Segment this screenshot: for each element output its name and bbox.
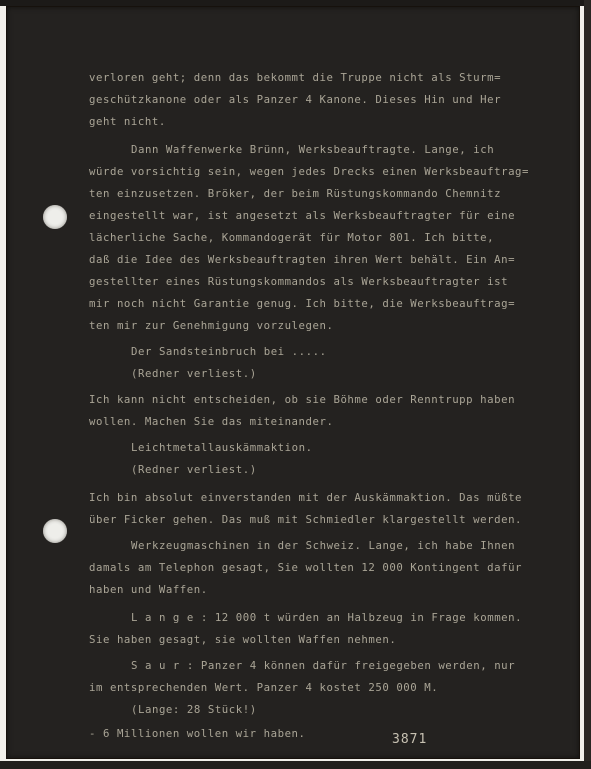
scan-border-right xyxy=(584,0,591,769)
text-line: haben und Waffen. xyxy=(89,583,208,596)
text-line: ten einzusetzen. Bröker, der beim Rüstungskommando Chemnitz xyxy=(89,187,502,200)
text-line: - 6 Millionen wollen wir haben. xyxy=(89,727,306,740)
text-line: gestellter eines Rüstungskommandos als Werksbeauftragter ist xyxy=(89,275,509,288)
text-line: daß die Idee des Werksbeauftragten ihren Wert behält. Ein An= xyxy=(89,253,516,266)
text-line: damals am Telephon gesagt, Sie wollten 12 000 Kontingent dafür xyxy=(89,561,523,574)
text-line: S a u r : Panzer 4 können dafür freigegeben werden, nur xyxy=(131,659,516,672)
text-line: L a n g e : 12 000 t würden an Halbzeug in Frage kommen. xyxy=(131,611,523,624)
text-line: Sie haben gesagt, sie wollten Waffen nehmen. xyxy=(89,633,397,646)
text-line: wollen. Machen Sie das miteinander. xyxy=(89,415,334,428)
text-line: lächerliche Sache, Kommandogerät für Motor 801. Ich bitte, xyxy=(89,231,495,244)
text-line: (Redner verliest.) xyxy=(131,463,257,476)
text-line: Werkzeugmaschinen in der Schweiz. Lange, ich habe Ihnen xyxy=(131,539,516,552)
text-line: ten mir zur Genehmigung vorzulegen. xyxy=(89,319,334,332)
text-line: (Lange: 28 Stück!) xyxy=(131,703,257,716)
text-line: würde vorsichtig sein, wegen jedes Drecks einen Werksbeauftrag= xyxy=(89,165,530,178)
text-line: (Redner verliest.) xyxy=(131,367,257,380)
text-line: Ich kann nicht entscheiden, ob sie Böhme oder Renntrupp haben xyxy=(89,393,516,406)
text-line: Ich bin absolut einverstanden mit der Auskämmaktion. Das müßte xyxy=(89,491,523,504)
punch-hole-bottom xyxy=(43,519,67,543)
text-line: mir noch nicht Garantie genug. Ich bitte, die Werksbeauftrag= xyxy=(89,297,516,310)
text-line: geht nicht. xyxy=(89,115,166,128)
page-number: 3871 xyxy=(392,732,428,747)
document-sheet xyxy=(6,6,580,759)
text-line: über Ficker gehen. Das muß mit Schmiedler klargestellt werden. xyxy=(89,513,523,526)
text-line: eingestellt war, ist angesetzt als Werksbeauftragter für eine xyxy=(89,209,516,222)
text-line: geschützkanone oder als Panzer 4 Kanone. Dieses Hin und Her xyxy=(89,93,502,106)
text-line: Dann Waffenwerke Brünn, Werksbeauftragte. Lange, ich xyxy=(131,143,495,156)
scan-border-bottom xyxy=(0,761,591,769)
text-line: Der Sandsteinbruch bei ..... xyxy=(131,345,327,358)
text-line: im entsprechenden Wert. Panzer 4 kostet 250 000 M. xyxy=(89,681,439,694)
text-line: verloren geht; denn das bekommt die Truppe nicht als Sturm= xyxy=(89,71,502,84)
text-line: Leichtmetallauskämmaktion. xyxy=(131,441,313,454)
